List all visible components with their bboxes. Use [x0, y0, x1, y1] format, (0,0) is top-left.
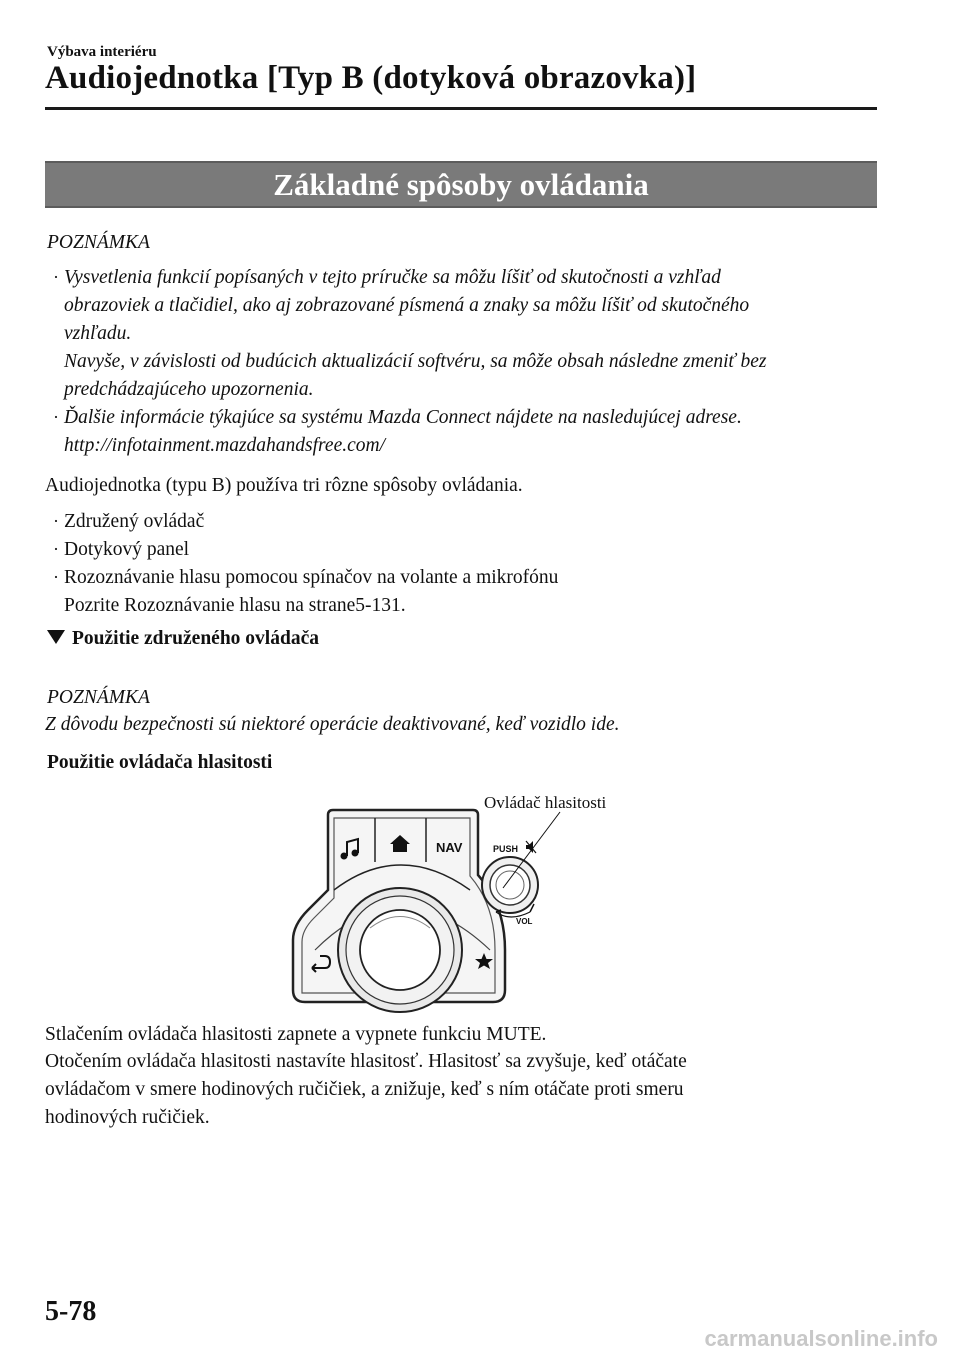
bullet-dot: · — [53, 511, 59, 531]
push-label: PUSH — [493, 844, 519, 854]
nav-label: NAV — [436, 840, 463, 855]
note-url: http://infotainment.mazdahandsfree.com/ — [64, 435, 385, 456]
note-text: Z dôvodu bezpečnosti sú niektoré operácie deaktivované, keď vozidlo ide. — [45, 714, 620, 735]
note-line: obrazoviek a tlačidiel, ako aj zobrazované písmená a znaky sa môžu líšiť od skutočného — [64, 295, 750, 316]
intro-text: Audiojednotka (typu B) používa tri rôzne spôsoby ovládania. — [45, 475, 523, 496]
header-rule — [45, 107, 877, 110]
body-line: Otočením ovládača hlasitosti nastavíte hlasitosť. Hlasitosť sa zvyšuje, keď otáčate — [45, 1051, 687, 1072]
note-line: Ďalšie informácie týkajúce sa systému Mazda Connect nájdete na nasledujúcej adrese. — [64, 407, 742, 428]
page-number: 5-78 — [45, 1296, 97, 1327]
volume-heading: Použitie ovládača hlasitosti — [47, 752, 273, 773]
method-reference: Pozrite Rozoznávanie hlasu na strane5-131. — [64, 595, 406, 616]
subsection-heading: Použitie združeného ovládača — [72, 628, 319, 649]
section-banner: Základné spôsoby ovládania — [45, 161, 877, 208]
chapter-title: Audiojednotka [Typ B (dotyková obrazovka)] — [45, 60, 697, 96]
bullet-dot: · — [53, 407, 59, 427]
body-line: Stlačením ovládača hlasitosti zapnete a vypnete funkciu MUTE. — [45, 1024, 547, 1045]
subsection-triangle-icon — [47, 630, 65, 644]
watermark: carmanualsonline.info — [704, 1326, 938, 1351]
body-line: ovládačom v smere hodinových ručičiek, a znižuje, keď s ním otáčate proti smeru — [45, 1079, 684, 1100]
vol-label: VOL — [516, 917, 533, 926]
method-item: Dotykový panel — [64, 539, 190, 560]
section-label: Výbava interiéru — [47, 44, 157, 60]
note-line: Vysvetlenia funkcií popísaných v tejto príručke sa môžu líšiť od skutočnosti a vzhľad — [64, 267, 721, 288]
bullet-dot: · — [53, 539, 59, 559]
method-item: Združený ovládač — [64, 511, 205, 532]
note-line: predchádzajúceho upozornenia. — [64, 379, 314, 400]
commander-knob-center — [360, 910, 440, 990]
note-heading: POZNÁMKA — [47, 232, 150, 253]
method-item: Rozoznávanie hlasu pomocou spínačov na volante a mikrofónu — [64, 567, 559, 588]
note-line: vzhľadu. — [64, 323, 132, 344]
bullet-dot: · — [53, 267, 59, 287]
body-line: hodinových ručičiek. — [45, 1107, 210, 1128]
note-line: Navyše, v závislosti od budúcich aktualizácií softvéru, sa môže obsah následne zmeniť bez — [64, 351, 767, 372]
bullet-dot: · — [53, 567, 59, 587]
note-heading: POZNÁMKA — [47, 687, 150, 708]
commander-control-illustration — [290, 790, 630, 1015]
figure-callout: Ovládač hlasitosti — [484, 793, 607, 812]
